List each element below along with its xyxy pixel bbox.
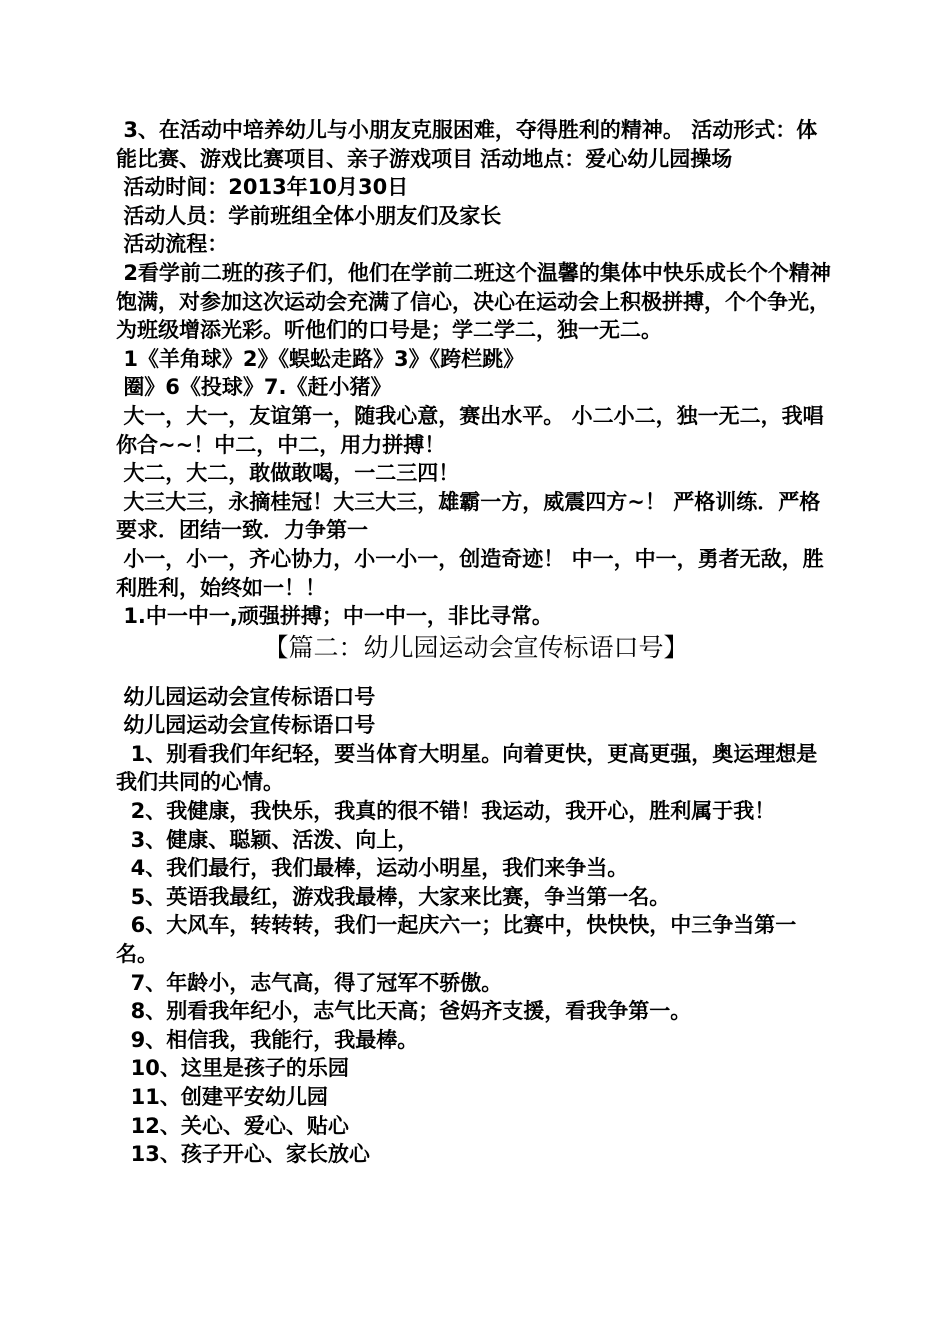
subtitle: 幼儿园运动会宣传标语口号	[116, 713, 376, 738]
list-item: 4、我们最行，我们最棒，运动小明星，我们来争当。	[116, 856, 629, 881]
subtitle: 幼儿园运动会宣传标语口号	[116, 684, 376, 709]
list-item: 1、别看我们年纪轻，要当体育大明星。向着更快，更高更强，奥运理想是我们共同的心情。	[116, 741, 818, 795]
section-heading: 【篇二：幼儿园运动会宣传标语口号】	[263, 632, 689, 662]
list-item: 8、别看我年纪小，志气比天高；爸妈齐支援，看我争第一。	[116, 999, 692, 1024]
list-item: 13、孩子开心、家长放心	[116, 1142, 370, 1167]
paragraph: 3、在活动中培养幼儿与小朋友克服困难，夺得胜利的精神。 活动形式：体能比赛、游戏比赛项目、亲子游戏项目 活动地点：爱心幼儿园操场	[116, 118, 818, 171]
list-item: 11、创建平安幼儿园	[116, 1085, 328, 1109]
paragraph: 2看学前二班的孩子们，他们在学前二班这个温馨的集体中快乐成长个个精神饱满，对参加这次运动会充满了信心，决心在运动会上积极拼搏，个个争光，为班级增添光彩。听他们的口号是；学二学二，独一无二。	[116, 260, 831, 343]
paragraph: 大二，大二，敢做敢喝，一二三四！	[116, 461, 460, 486]
paragraph: 大一，大一，友谊第一，随我心意，赛出水平。 小二小二，独一无二，我唱你合~~！中二，中二，用力拼搏！	[116, 403, 824, 457]
paragraph: 活动人员：学前班组全体小朋友们及家长	[116, 203, 502, 228]
list-item: 2、我健康，我快乐，我真的很不错！我运动，我开心，胜利属于我！	[116, 799, 776, 824]
list-item: 9、相信我，我能行，我最棒。	[116, 1027, 419, 1052]
list-item: 10、这里是孩子的乐园	[116, 1056, 349, 1081]
paragraph: 活动流程：	[116, 232, 229, 257]
list-item: 7、年龄小，志气高，得了冠军不骄傲。	[116, 970, 503, 995]
paragraph: 活动时间：2013年10月30日	[116, 175, 409, 200]
list-item: 3、健康、聪颖、活泼、向上，	[116, 827, 419, 852]
paragraph: 圈》6《投球》7.《赶小猪》	[116, 375, 392, 400]
paragraph: 1《羊角球》2》《蜈蚣走路》3》《跨栏跳》	[116, 346, 525, 371]
list-item: 12、关心、爱心、贴心	[116, 1113, 349, 1138]
document-body	[116, 116, 836, 1169]
paragraph: 大三大三，永摘桂冠！大三大三，雄霸一方，威震四方~！ 严格训练．严格要求．团结一致．力争第一	[116, 489, 821, 543]
paragraph: 小一，小一，齐心协力，小一小一，创造奇迹！ 中一，中一，勇者无敌，胜利胜利，始终如一！！	[116, 546, 824, 600]
list-item: 6、大风车，转转转，我们一起庆六一；比赛中，快快快，中三争当第一名。	[116, 913, 797, 967]
paragraph: 1.中一中一,顽强拼搏；中一中一，非比寻常。	[116, 604, 553, 629]
list-item: 5、英语我最红，游戏我最棒，大家来比赛，争当第一名。	[116, 884, 671, 909]
